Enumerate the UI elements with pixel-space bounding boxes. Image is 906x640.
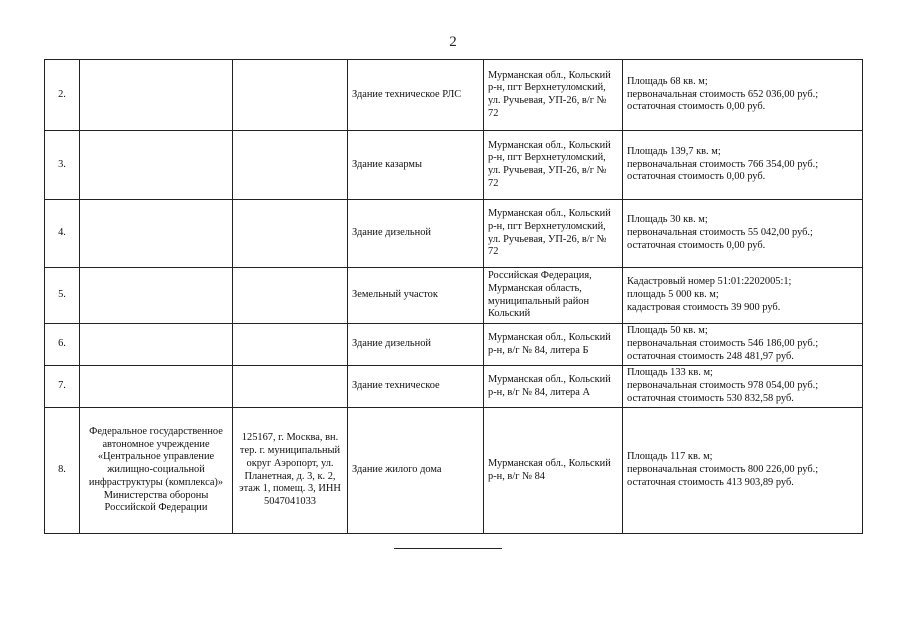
row-number: 3. [45, 131, 80, 200]
row-number: 2. [45, 60, 80, 131]
table-row [45, 200, 863, 268]
characteristics-cell [623, 408, 863, 534]
row-number: 8. [45, 408, 80, 534]
object-name-cell: Здание казармы [348, 131, 484, 200]
desc-line: первоначальная стоимость 55 042,00 руб.; [627, 227, 813, 239]
address-cell: Мурманская обл., Кольский р-н, в/г № 84 [484, 408, 623, 534]
characteristics-cell [623, 324, 863, 366]
desc-line: первоначальная стоимость 978 054,00 руб.; [627, 380, 819, 392]
address-cell: Мурманская обл., Кольский р-н, пгт Верхнетуломский, ул. Ручьевая, УП-26, в/г № 72 [484, 200, 623, 268]
desc-line: остаточная стоимость 530 832,58 руб. [627, 392, 794, 404]
end-divider [394, 548, 502, 549]
requisites-cell [233, 200, 348, 268]
object-name-cell: Здание дизельной [348, 324, 484, 366]
desc-line: первоначальная стоимость 546 186,00 руб.; [627, 338, 819, 350]
table-row [45, 366, 863, 408]
object-name-cell: Здание техническое РЛС [348, 60, 484, 131]
characteristics-cell [623, 60, 863, 131]
desc-line: первоначальная стоимость 652 036,00 руб.; [627, 88, 819, 100]
desc-line: остаточная стоимость 0,00 руб. [627, 239, 766, 251]
desc-line: Площадь 139,7 кв. м; [627, 145, 721, 157]
row-number: 4. [45, 200, 80, 268]
characteristics-cell [623, 131, 863, 200]
object-name-cell: Земельный участок [348, 268, 484, 324]
row-number: 5. [45, 268, 80, 324]
requisites-cell [233, 268, 348, 324]
table-row [45, 131, 863, 200]
characteristics-cell [623, 200, 863, 268]
table-row [45, 324, 863, 366]
address-cell: Мурманская обл., Кольский р-н, пгт Верхнетуломский, ул. Ручьевая, УП-26, в/г № 72 [484, 131, 623, 200]
row-number: 6. [45, 324, 80, 366]
object-name-cell: Здание дизельной [348, 200, 484, 268]
requisites-cell [233, 60, 348, 131]
organization-cell [80, 131, 233, 200]
desc-line: первоначальная стоимость 766 354,00 руб.; [627, 158, 819, 170]
desc-line: Кадастровый номер 51:01:2202005:1; [627, 276, 792, 288]
table-row [45, 268, 863, 324]
requisites-cell [233, 131, 348, 200]
address-cell: Мурманская обл., Кольский р-н, в/г № 84, литера Б [484, 324, 623, 366]
desc-line: Площадь 133 кв. м; [627, 367, 713, 379]
object-name-cell: Здание жилого дома [348, 408, 484, 534]
organization-cell [80, 324, 233, 366]
table-row [45, 60, 863, 131]
desc-line: Площадь 68 кв. м; [627, 75, 708, 87]
characteristics-cell [623, 268, 863, 324]
desc-line: остаточная стоимость 0,00 руб. [627, 101, 766, 113]
characteristics-cell [623, 366, 863, 408]
organization-cell: Федеральное государственное автономное учреждение «Центральное управление жилищно-социальной инфраструктуры (комплекса)» Министерства обороны Российской Федерации [80, 408, 233, 534]
row-number: 7. [45, 366, 80, 408]
organization-cell [80, 60, 233, 131]
desc-line: первоначальная стоимость 800 226,00 руб.; [627, 464, 819, 476]
requisites-cell [233, 324, 348, 366]
desc-line: остаточная стоимость 248 481,97 руб. [627, 350, 794, 362]
desc-line: Площадь 50 кв. м; [627, 325, 708, 337]
object-name-cell: Здание техническое [348, 366, 484, 408]
desc-line: Площадь 117 кв. м; [627, 451, 713, 463]
property-table [44, 59, 863, 534]
desc-line: кадастровая стоимость 39 900 руб. [627, 301, 781, 313]
address-cell: Мурманская обл., Кольский р-н, пгт Верхнетуломский, ул. Ручьевая, УП-26, в/г № 72 [484, 60, 623, 131]
organization-cell [80, 200, 233, 268]
desc-line: Площадь 30 кв. м; [627, 214, 708, 226]
address-cell: Российская Федерация, Мурманская область, муниципальный район Кольский [484, 268, 623, 324]
address-cell: Мурманская обл., Кольский р-н, в/г № 84, литера А [484, 366, 623, 408]
requisites-cell [233, 366, 348, 408]
desc-line: остаточная стоимость 413 903,89 руб. [627, 476, 794, 488]
desc-line: остаточная стоимость 0,00 руб. [627, 171, 766, 183]
requisites-cell: 125167, г. Москва, вн. тер. г. муниципальный округ Аэропорт, ул. Планетная, д. 3, к. 2, этаж 1, помещ. 3, ИНН 5047041033 [233, 408, 348, 534]
table-row [45, 408, 863, 534]
organization-cell [80, 268, 233, 324]
organization-cell [80, 366, 233, 408]
desc-line: площадь 5 000 кв. м; [627, 289, 719, 301]
page-number: 2 [449, 34, 457, 50]
